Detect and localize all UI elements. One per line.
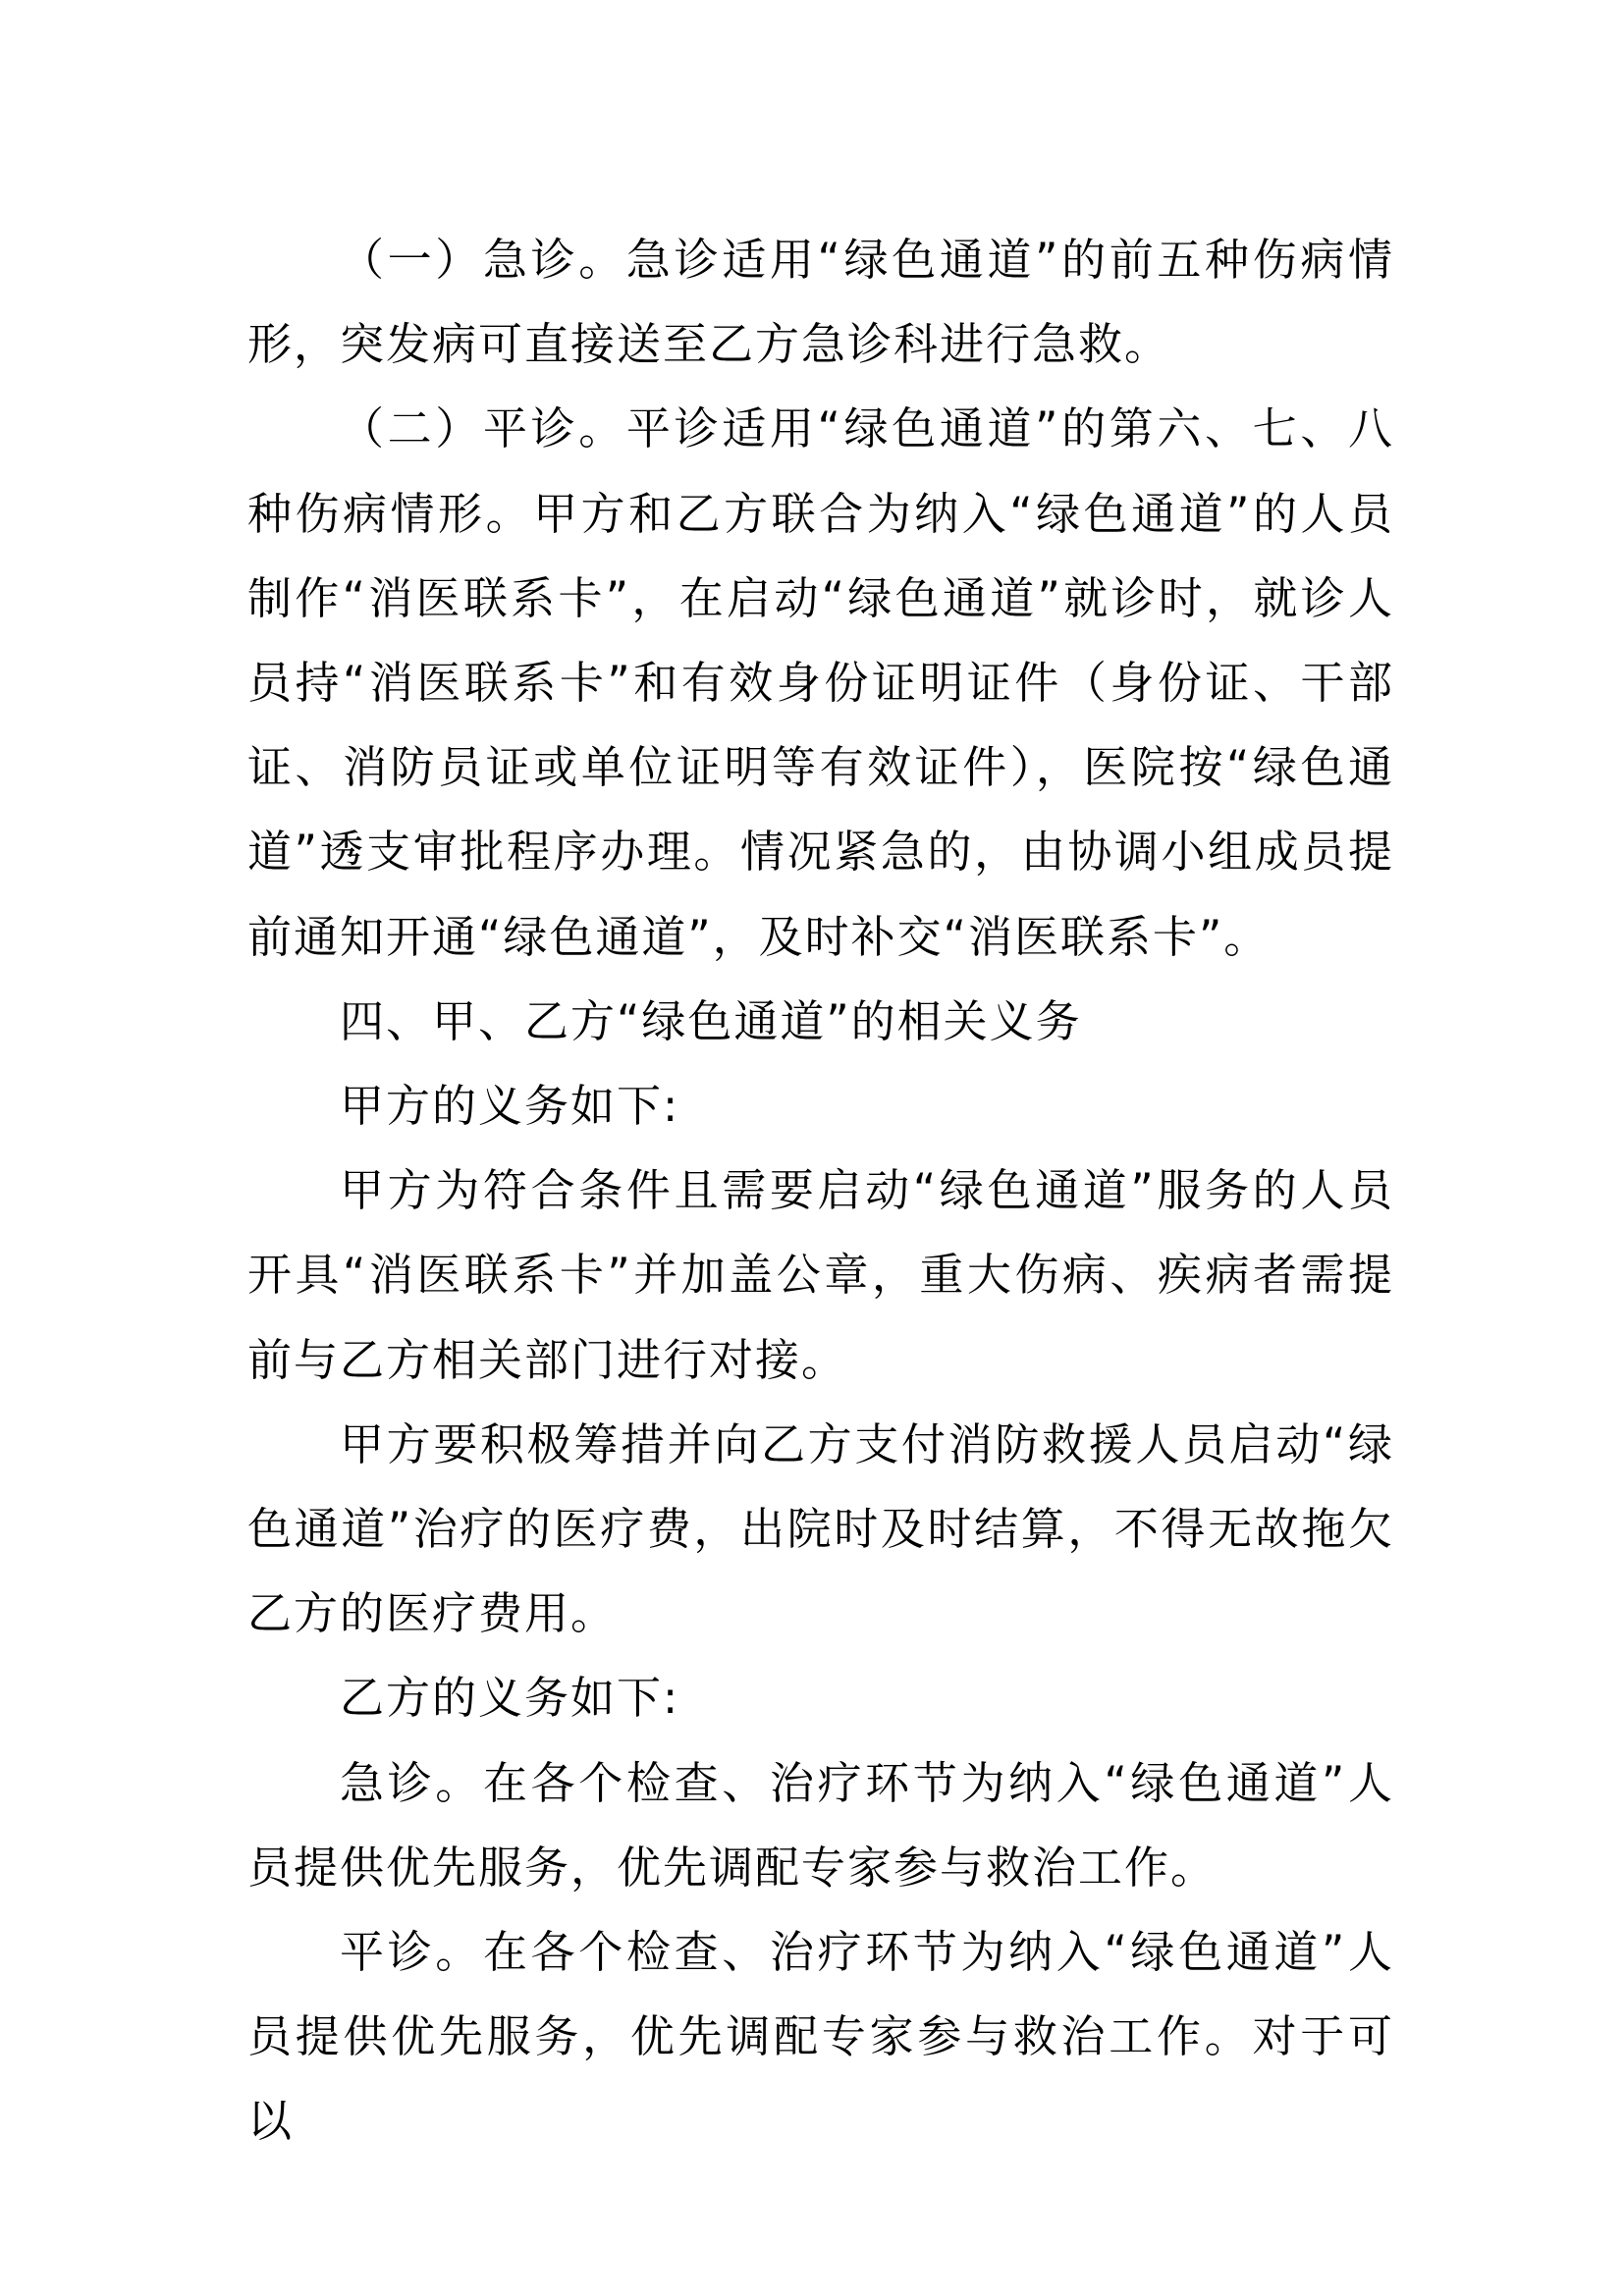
document-body	[247, 218, 1394, 2164]
paragraph-party-a-card: 甲方为符合条件且需要启动“绿色通道”服务的人员开具“消医联系卡”并加盖公章，重大伤病、疾病者需提前与乙方相关部门进行对接。	[247, 1164, 1394, 1386]
paragraph-party-b-emergency: 急诊。在各个检查、治疗环节为纳入“绿色通道”人员提供优先服务，优先调配专家参与救治工作。	[247, 1756, 1394, 1894]
paragraph-party-b-routine: 平诊。在各个检查、治疗环节为纳入“绿色通道”人员提供优先服务，优先调配专家参与救治工作。对于可以	[247, 1926, 1394, 2148]
paragraph-routine: （二）平诊。平诊适用“绿色通道”的第六、七、八种伤病情形。甲方和乙方联合为纳入“绿色通道”的人员制作“消医联系卡”，在启动“绿色通道”就诊时，就诊人员持“消医联系卡”和有效身份证明证件（身份证、干部证、消防员证或单位证明等有效证件），医院按“绿色通道”透支审批程序办理。情况紧急的，由协调小组成员提前通知开通“绿色通道”，及时补交“消医联系卡”。	[247, 402, 1394, 963]
paragraph-party-b-heading: 乙方的义务如下:	[340, 1672, 680, 1725]
section-heading-obligations: 四、甲、乙方“绿色通道”的相关义务	[340, 994, 1082, 1047]
paragraph-party-a-payment: 甲方要积极筹措并向乙方支付消防救援人员启动“绿色通道”治疗的医疗费，出院时及时结算，不得无故拖欠乙方的医疗费用。	[247, 1417, 1394, 1640]
paragraph-party-a-heading: 甲方的义务如下:	[340, 1080, 680, 1133]
paragraph-emergency: （一）急诊。急诊适用“绿色通道”的前五种伤病情形，突发病可直接送至乙方急诊科进行急救。	[247, 234, 1394, 371]
